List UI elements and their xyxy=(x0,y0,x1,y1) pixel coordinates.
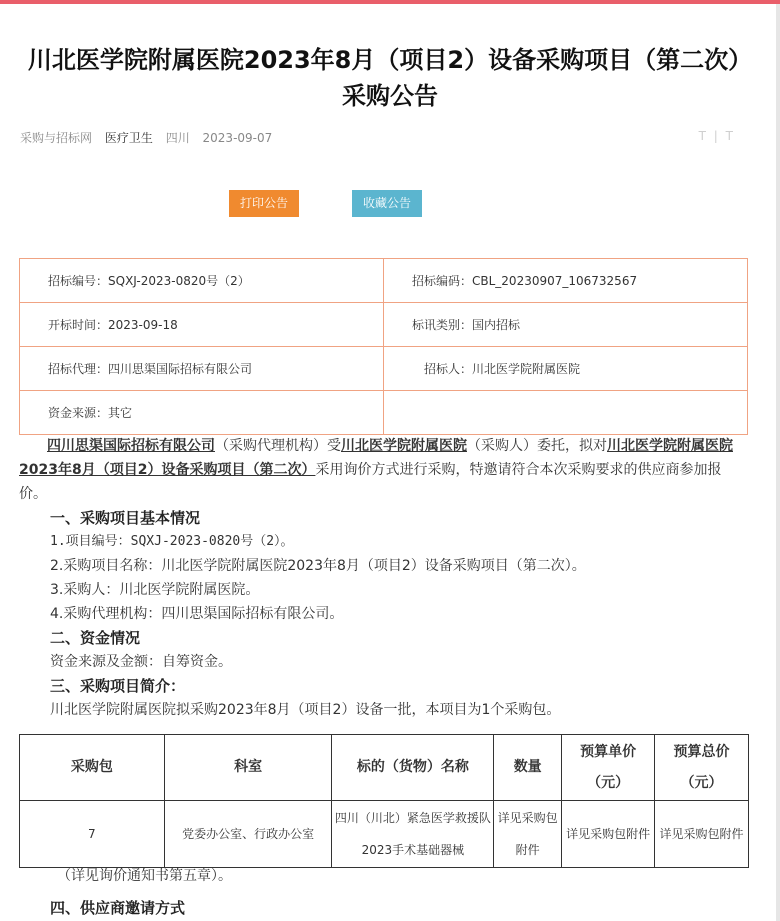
bid-info-table xyxy=(19,258,748,435)
notice-type: 标讯类别：国内招标 xyxy=(384,303,748,347)
section-2-title: 二、资金情况 xyxy=(50,629,141,647)
bid-code: 招标编码：CBL_20230907_106732567 xyxy=(384,259,748,303)
article-meta xyxy=(20,129,760,147)
category-tag[interactable]: 医疗卫生 xyxy=(104,131,153,145)
publish-date: 2023-09-07 xyxy=(202,131,273,145)
font-size-toggle[interactable]: T | T xyxy=(698,129,735,143)
table-note: （详见询价通知书第五章）。 xyxy=(57,868,232,884)
bid-buyer: 招标人：川北医学院附属医院 xyxy=(384,347,748,391)
section-1-title: 一、采购项目基本情况 xyxy=(50,509,201,527)
section-3-text: 川北医学院附属医院拟采购2023年8月（项目2）设备一批，本项目为1个采购包。 xyxy=(50,702,561,718)
scrollbar[interactable] xyxy=(776,4,780,921)
table-cell: 详见采购包附件 xyxy=(562,801,655,868)
top-accent-bar xyxy=(0,0,780,4)
agency-name: 四川思渠国际招标有限公司 xyxy=(47,438,215,454)
region-tag[interactable]: 四川 xyxy=(165,131,190,145)
procurement-items-table xyxy=(19,734,749,868)
section-1-item: 4.采购代理机构：四川思渠国际招标有限公司。 xyxy=(50,606,344,622)
table-cell: 详见采购包附件 xyxy=(494,801,562,868)
table-row xyxy=(20,801,749,868)
column-header: 标的（货物）名称 xyxy=(332,735,494,801)
favorite-notice-button[interactable]: 收藏公告 xyxy=(352,190,422,217)
project-name: 川北医学院附属医院2023年8月（项目2）设备采购项目（第二次） xyxy=(19,438,733,478)
intro-text-3: 采用询价方式进行采购，特邀请符合本次采购要求的供应商参加报价。 xyxy=(19,462,722,502)
fund-source: 资金来源：其它 xyxy=(20,391,384,435)
table-cell: 党委办公室、行政办公室 xyxy=(164,801,332,868)
table-cell: 详见采购包附件 xyxy=(655,801,749,868)
section-4-title: 四、供应商邀请方式 xyxy=(50,899,186,917)
section-1-item: 1.项目编号：SQXJ-2023-0820号（2）。 xyxy=(50,534,294,549)
intro-paragraph xyxy=(19,434,741,506)
bid-agent: 招标代理：四川思渠国际招标有限公司 xyxy=(20,347,384,391)
table-cell: 7 xyxy=(20,801,165,868)
page-title: 川北医学院附属医院2023年8月（项目2）设备采购项目（第二次）采购公告 xyxy=(27,46,753,110)
source-link[interactable]: 采购与招标网 xyxy=(20,131,93,145)
bid-number: 招标编号：SQXJ-2023-0820号（2） xyxy=(20,259,384,303)
print-notice-button[interactable]: 打印公告 xyxy=(229,190,299,217)
section-2-text: 资金来源及金额：自筹资金。 xyxy=(50,654,232,670)
notice-body xyxy=(19,434,741,722)
section-1-item: 3.采购人：川北医学院附属医院。 xyxy=(50,582,260,598)
column-header: 预算总价（元） xyxy=(655,735,749,801)
table-cell: 四川（川北）紧急医学救援队2023手术基础器械 xyxy=(332,801,494,868)
column-header: 数量 xyxy=(494,735,562,801)
column-header: 预算单价（元） xyxy=(562,735,655,801)
after-table-section xyxy=(19,864,741,920)
column-header: 科室 xyxy=(164,735,332,801)
intro-text-1: （采购代理机构）受 xyxy=(215,438,341,454)
open-time: 开标时间：2023-09-18 xyxy=(20,303,384,347)
column-header: 采购包 xyxy=(20,735,165,801)
section-1-item: 2.采购项目名称：川北医学院附属医院2023年8月（项目2）设备采购项目（第二次）。 xyxy=(50,558,586,574)
intro-text-2: （采购人）委托，拟对 xyxy=(467,438,607,454)
section-3-title: 三、采购项目简介： xyxy=(50,677,186,695)
empty-cell xyxy=(384,391,748,435)
purchaser-name: 川北医学院附属医院 xyxy=(341,438,467,454)
